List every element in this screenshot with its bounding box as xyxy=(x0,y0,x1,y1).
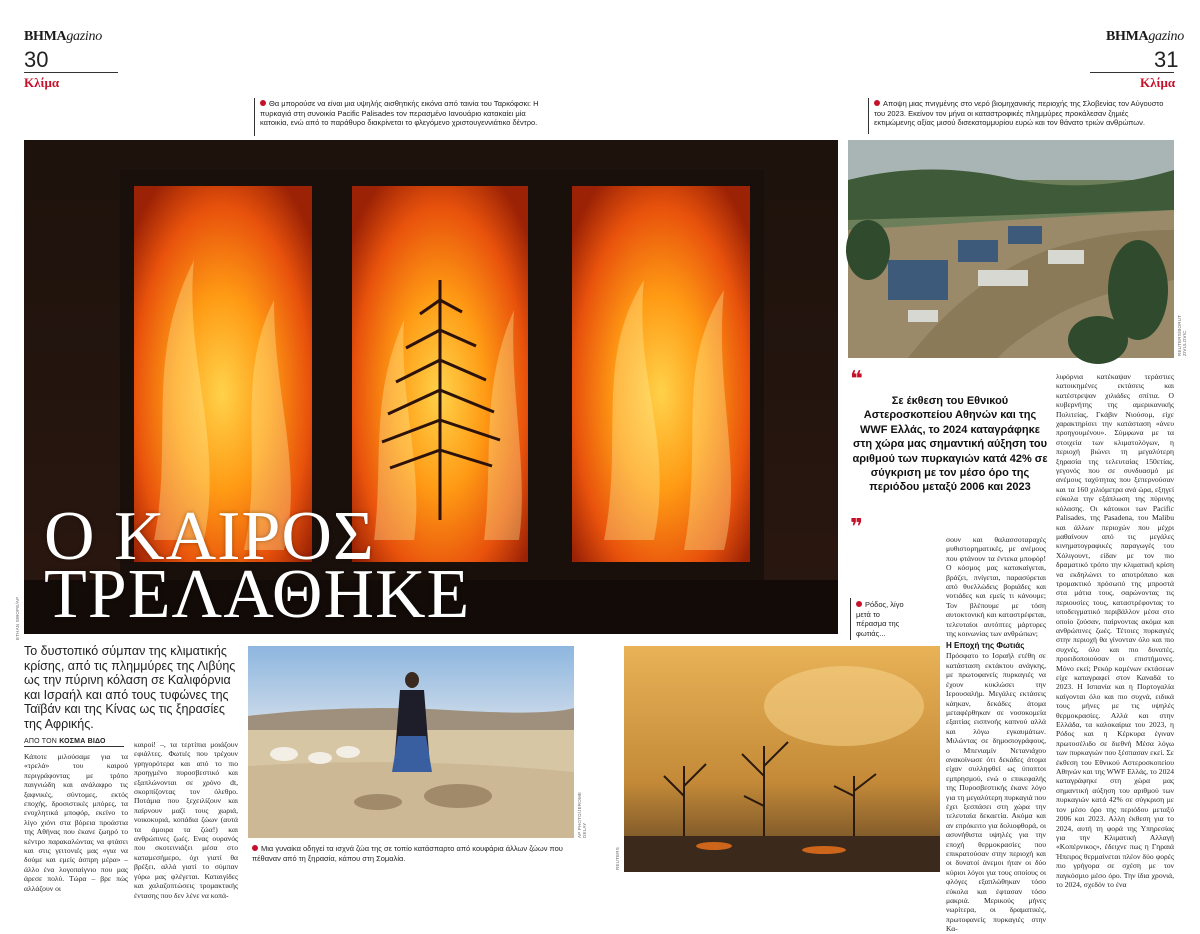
article-headline xyxy=(44,498,471,633)
article-column-4: λιφόρνια κατέκαψαν τεράστιες κατοικημένες εκτάσεις και κατέστρεψαν χιλιάδες σπίτια. Ο κυβερνήτης της αμερικανικής Πολιτείας, Γκάβιν Νιούσομ, είχε χαρακτηρίσει την κατάσταση «άνευ προηγουμένου». Σύμφωνα με τα στοιχεία των κλιματολόγων, η περιοχή βιώνει τη μεγαλύτερη ξηρασία της τελευταίας 150ετίας, γεγονός που σε συνδυασμό με ανέμους ταχύτητας που ξεπερνούσαν και τα 160 χιλιόμετρα ανά ώρα, εξηγεί εύκολα την εξάπλωση της πύρινης κόλασης. Οι κάτοικοι των Pacific Palisades, της Pasadena, του Malibu και άλλων περιοχών που μέχρι μαθαίνουν από τις μεγάλες κινηματογραφικές παραγωγές του Χόλιγουντ, είδαν με τον πιο δραματικό τρόπο την κλιματική κρίση να εκδηλώνει το αποτρόπαιο και τρομακτικό πρόσωπό της μπροστά στα μάτια τους, σαρώνοντας τις περιουσίες τους, καταστρέφοντας το υποδειγματικό περιβάλλον μέσα στο οποίο ζούσαν, παίρνοντας ακόμα και ανθρώπινες ζωές. Τέτοιες πυρκαγιές στην περιοχή θα γίνονταν όλο και πιο συχνές, όλο και πιο δυνατές, προειδοποιούσαν οι επιστήμονες. Μόνο εκεί; Ρεκόρ καμένων εκτάσεων είχε καταγραφεί στον Καναδά το 2023. Η Ισπανία και η Πορτογαλία καίγονται όλο και πιο συχνά, ειδικά τους μήνες με τις υψηλές θερμοκρασίες. Αλλά και στην Ελλάδα, τα καλοκαίρια του 2023, η Ρόδος και η Κέρκυρα έγιναν πρωτοσέλιδο σε διεθνή Μέσα λόγω των πυρκαγιών που ξέσπασαν εκεί. Σε έκθεση του Εθνικού Αστεροσκοπείου Αθηνών και της WWF Ελλάς, το 2024 καταγράφηκε στη χώρα μας σημαντική αύξηση του αριθμού των πυρκαγιών κατά 42% σε σύγκριση με τον μέσο όρο της περιόδου μεταξύ 2006 και 2023. Αλλη έκθεση για το 2024, αυτή τη φορά της Υπηρεσίας για την Κλιματική Αλλαγή «Κοπέρνικος», έδειχνε πως η Γηραιά Ήπειρος θερμαίνεται πλέον δύο φορές πιο γρήγορα σε σχέση με τον παγκόσμιο μέσο όρο. Την ίδια χρονιά, το 2024, σχεδόν το ένα xyxy=(1056,372,1174,889)
byline-author: ΚΟΣΜΑ ΒΙΔΟ xyxy=(59,738,106,745)
article-column-3 xyxy=(946,535,1046,934)
section-label-right: Κλίμα xyxy=(1140,75,1176,90)
caption-bullet-icon xyxy=(260,100,266,106)
photo-credit-fire: ΕΤΗΑΝ SWOPE/AP xyxy=(15,596,20,640)
pull-quote: Σε έκθεση του Εθνικού Αστεροσκοπείου Αθηνών και της WWF Ελλάς, το 2024 καταγράφηκε στη χώρα μας σημαντική αύξηση του αριθμού των πυρκαγιών κατά 42% σε σύγκριση με τον μέσο όρο της περιόδου μεταξύ 2006 και 2023 xyxy=(852,395,1048,494)
caption-rhodes xyxy=(856,600,910,638)
somalia-illustration xyxy=(248,646,574,838)
caption-bullet-icon xyxy=(874,100,880,106)
caption-text: Ρόδος, λίγο μετά το πέρασμα της φωτιάς... xyxy=(856,600,904,638)
caption-bullet-icon xyxy=(252,845,258,851)
page-number-right: 31 xyxy=(1154,47,1179,72)
caption-text: Μια γυναίκα οδηγεί τα ισχνά ζώα της σε τοπίο κατάσπαρτο από κουφάρια άλλων ζώων που πέθαναν από τη ξηρασία, κάπου στη Σομαλία. xyxy=(252,844,563,863)
flood-illustration xyxy=(848,140,1174,358)
header-rule-right xyxy=(1090,72,1174,73)
logo-italic-part: gazino xyxy=(1148,29,1184,44)
magazine-logo-left xyxy=(24,29,102,45)
byline-prefix: ΑΠΟ ΤΟΝ xyxy=(24,738,58,745)
article-column-2: καιροί! –, τα τερτίπια μοιάζουν εφιάλτες. Φωτιές που τρέχουν γρηγορότερα και από το πιο προηγμένο πυροσβεστικό και εξαπλώνονται σε χρόνο dt, σκορπίζοντας τον όλεθρο. Ποτάμια που ξεχειλίζουν και παίρνουν μαζί τους χωριά, νοικοκυριά, κοπάδια ζώων (αυτά τα άμοιρα τα ζώα!) και ανθρώπινες ζωές. Ενας ουρανός που σκοτεινιάζει μέσα στο καταμεσήμερο, όχι γιατί θα βρέξει, αλλά γιατί το σύμπαν γύρω μας φλέγεται. Καταιγίδες και χαλαζοπτώσεις τρομακτικής έντασης που δεν λένε να κοπά- xyxy=(134,740,238,900)
caption-somalia xyxy=(252,844,572,863)
photo-credit-flood: REUTERS/BORUT ZIVULOVIC xyxy=(1177,314,1187,356)
caption-text: Αποψη μιας πνιγμένης στο νερό βιομηχανικής περιοχής της Σλοβενίας τον Αύγουστο του 2023. Εκείνον τον μήνα οι καταστροφικές πλημμύρες προκάλεσαν ζημιές εκτιμώμενης αξίας μισού δισεκατομμυρίου ευρώ και τον θάνατο τριών ανθρώπων. xyxy=(874,99,1164,127)
caption-rule xyxy=(850,598,851,640)
caption-text: Θα μπορούσε να είναι μια υψηλής αισθητικής εικόνα από ταινία του Ταρκόφσκι: Η πυρκαγιά στη συνοικία Pacific Palisades τον περασμένο Ιανουάριο κατακαίει μία κατοικία, ενώ από το παράθυρο διακρίνεται το φλεγόμενο χριστουγεννιάτικο δέντρο. xyxy=(260,99,539,127)
logo-bold-part: BHMA xyxy=(24,29,67,44)
flood-photo xyxy=(848,140,1174,358)
quote-close-icon: ❞ xyxy=(850,515,863,540)
caption-fire-house xyxy=(260,99,550,128)
caption-bullet-icon xyxy=(856,601,862,607)
caption-flood xyxy=(874,99,1170,128)
article-intro: Το δυστοπικό σύμπαν της κλιματικής κρίσης, από τις πλημμύρες της Λιβύης ως την πύρινη κόλαση σε Καλιφόρνια και Ισραήλ και από τους τυφώνες της Ταϊβάν και της Κίνας ως τις ξηρασίες της Αφρικής. xyxy=(24,644,236,731)
headline-line-2: ΤΡΕΛΑΘΗΚΕ xyxy=(44,556,471,633)
section-label-left: Κλίμα xyxy=(24,75,60,90)
rhodes-illustration xyxy=(624,646,940,872)
headline-line-1: Ο ΚΑΙΡΟΣ xyxy=(44,498,375,575)
logo-bold-part: BHMA xyxy=(1106,29,1149,44)
article-column-3-text: σουν και θαλασσοταραχές μυθιστορηματικές, με ανέμους που φτάνουν τα έντεκα μποφόρ! Ο κόσμος μας κατακαίγεται, βράζει, πνίγεται, παρασύρεται από θυελλώδεις βοριάδες και νοτιάδες και εμείς τι κάνουμε; Τον βλέπουμε με τόση αυτοκτονική και καταστρέφεται, τελευταίοι αυτόπτες μάρτυρες της κοινωνίας των ανθρώπων; xyxy=(946,535,1046,639)
byline xyxy=(24,738,124,747)
caption-rule xyxy=(254,98,255,136)
quote-open-icon: ❝ xyxy=(850,367,863,392)
photo-credit-somalia: AP PHOTO/JEROME DELAY xyxy=(577,791,587,838)
page-number-left: 30 xyxy=(24,47,49,72)
somalia-photo xyxy=(248,646,574,838)
photo-credit-rhodes: REUTERS xyxy=(615,847,620,870)
article-column-1: Κάποτε μιλούσαμε για τα «τρελά» του καιρού περιγράφοντας με τρόπο παιγνιώδη και ανάλαφρο τις ξαφνικές, σύντομες, εκτός εποχής, δροσιστικές μπόρες, τα ενοχλητικά μποφόρ, εκείνο το λίγο χιόνι στα βόρεια προάστια της Αθήνας που έκανε ζωηρό το κέντρο παρακαλώντας να φτάσει και στις γειτονιές μας «για να δούμε και εμείς άσπρη μέρα» – άλλο ένα λογοπαίγνιο που μας άρεσε πολύ. Τώρα – βρε πώς αλλάζουν οι xyxy=(24,752,128,893)
magazine-logo-right xyxy=(1106,29,1184,45)
article-subhead: Η Εποχή της Φωτιάς xyxy=(946,641,1025,651)
logo-italic-part: gazino xyxy=(66,29,102,44)
article-column-3b-text: Πρόσφατο το Ισραήλ ετέθη σε κατάσταση εκτάκτου ανάγκης, με πρωτοφανείς πυρκαγιές να έχουν κυκλώσει την Ιερουσαλήμ. Μεγάλες εκτάσεις κάηκαν, δεκάδες άτομα μεταφέρθηκαν σε νοσοκομεία εξαιτίας εισπνοής καπνού αλλά και λόγω εγκαυμάτων. Μιλώντας σε δημοσιογράφους, ο Μπενιαμίν Νετανιάχου ανακοίνωσε ότι δεκάδες άτομα είχαν συλληφθεί ως ύποπτοι εμπρησμού, ενώ ο επικεφαλής της Πυροσβεστικής έκανε λόγο για τη μεγαλύτερη πυρκαγιά που έχει ξεσπάσει στη χώρα την τελευταία δεκαετία. Ακόμα και αν επρόκειτο για δολιοφθορά, οι ασυνήθιστα υψηλές για την εποχή θερμοκρασίες που επικρατούσαν στην περιοχή και οι δυνατοί άνεμοι ήταν οι δύο κύριοι λόγοι για τους οποίους οι φλόγες εξαπλώθηκαν τόσο εύκολα και έφτασαν τόσο μακριά. Μερικούς μήνες νωρίτερα, οι δραματικές, πρωτοφανείς πυρκαγιές στην Κα- xyxy=(946,651,1046,934)
rhodes-photo xyxy=(624,646,940,872)
header-rule-left xyxy=(24,72,118,73)
caption-rule xyxy=(868,98,869,134)
